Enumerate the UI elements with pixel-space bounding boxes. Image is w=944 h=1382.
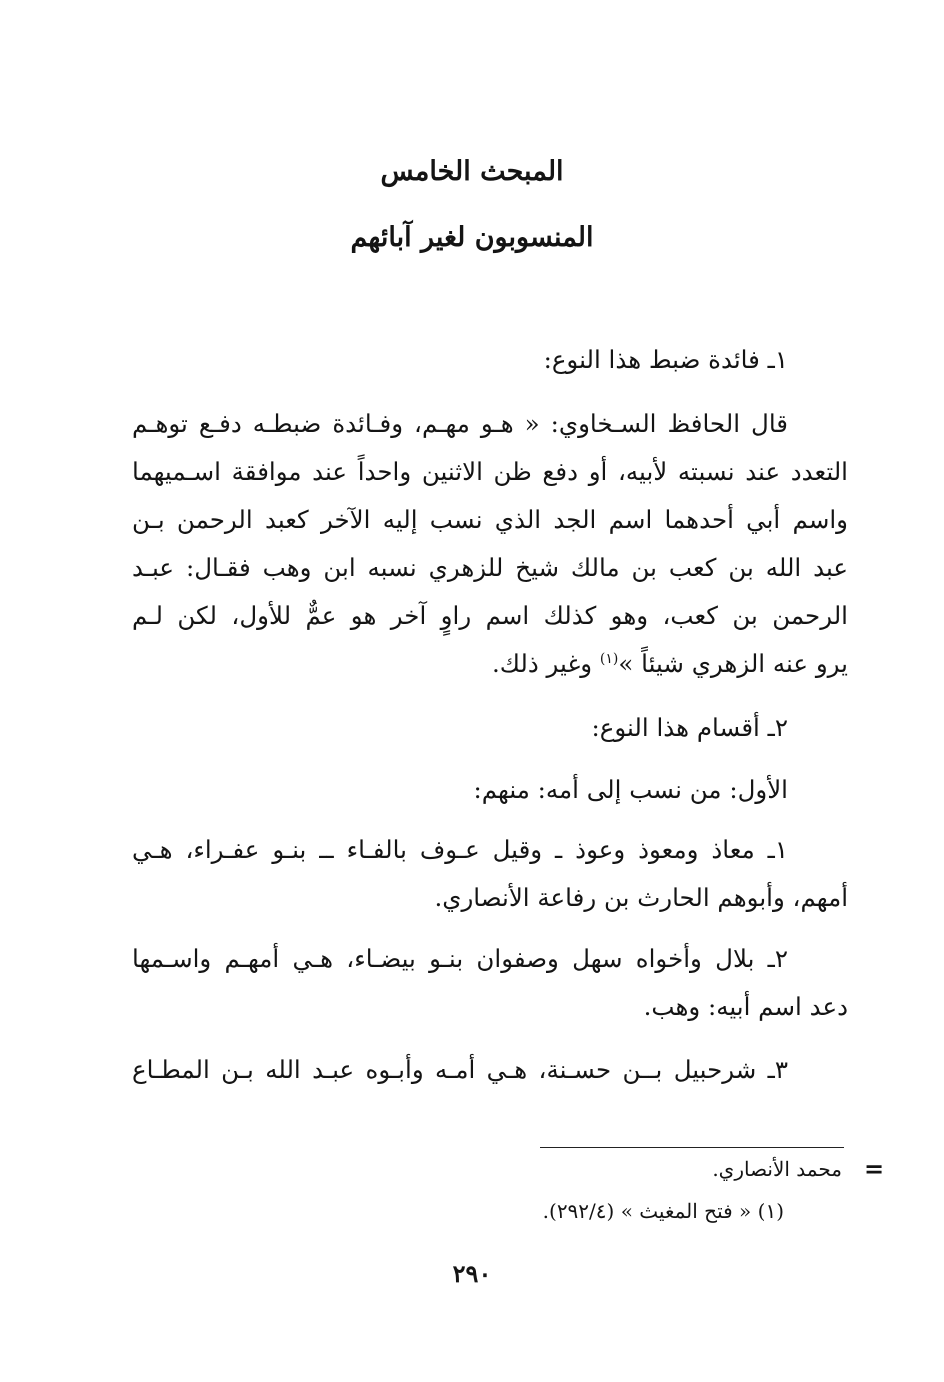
chapter-heading: المبحث الخامس — [380, 156, 564, 187]
list-item — [132, 935, 848, 1031]
list-item-line: ٣ـ شرحبيل بــن حسـنة، هـي أمـه وأبـوه عبـد الله بـن المطـاع — [132, 1055, 788, 1084]
list-item-line: أمهم، وأبوهم الحارث بن رفاعة الأنصاري. — [434, 883, 848, 912]
section-heading-line: ٢ـ أقسام هذا النوع: — [591, 713, 788, 742]
list-item-line: ٢ـ بلال وأخواه سهل وصفوان بنـو بيضـاء، هـي أمهـم واسـمها — [132, 944, 788, 973]
list-item-line: ١ـ معاذ ومعوذ وعوذ ـ وقيل عـوف بالفـاء ــ بنـو عفـراء، هـي — [132, 835, 788, 864]
list-item — [132, 1046, 848, 1094]
footnote-continuation-mark: = — [863, 1154, 885, 1183]
section-1-heading — [132, 336, 848, 384]
footnote-continuation: محمد الأنصاري. — [712, 1157, 842, 1181]
subheading-line: الأول: من نسب إلى أمه: منهم: — [473, 775, 788, 804]
section-2-heading — [132, 704, 848, 752]
paragraph-line: التعدد عند نسبته لأبيه، أو دفع ظن الاثنين واحداً عند موافقة اسـميهما — [132, 457, 848, 486]
chapter-title: المنسوبون لغير آبائهم — [350, 222, 594, 253]
paragraph-line: عبد الله بن كعب بن مالك شيخ للزهري نسبه ابن وهب فقـال: عبـد — [132, 553, 848, 582]
footnote-ref: (١) — [599, 650, 619, 667]
quote-text: يرو عنه الزهري شيئاً » — [618, 649, 848, 678]
footnote-divider — [540, 1147, 844, 1148]
section-2-subheading — [132, 766, 848, 814]
paragraph-line: قال الحافظ السـخاوي: « هـو مهـم، وفـائدة ضبطـه دفـع توهـم — [132, 409, 788, 438]
list-item-line: دعد اسم أبيه: وهب. — [643, 992, 848, 1021]
paragraph-line: واسم أبي أحدهما اسم الجد الذي نسب إليه الآخر كعبد الرحمن بـن — [132, 505, 848, 534]
section-1-paragraph — [132, 400, 848, 688]
section-heading-line: ١ـ فائدة ضبط هذا النوع: — [543, 345, 788, 374]
page-number: ٢٩٠ — [452, 1259, 492, 1288]
paragraph-last-line — [132, 640, 848, 688]
list-item — [132, 826, 848, 922]
footnote-1: (١) « فتح المغيث » (٢٩٢/٤). — [542, 1199, 784, 1223]
paragraph-line: الرحمن بن كعب، وهو كذلك اسم راوٍ آخر هو عمٌّ للأول، لكن لـم — [132, 601, 848, 630]
quote-tail: وغير ذلك. — [491, 649, 600, 678]
